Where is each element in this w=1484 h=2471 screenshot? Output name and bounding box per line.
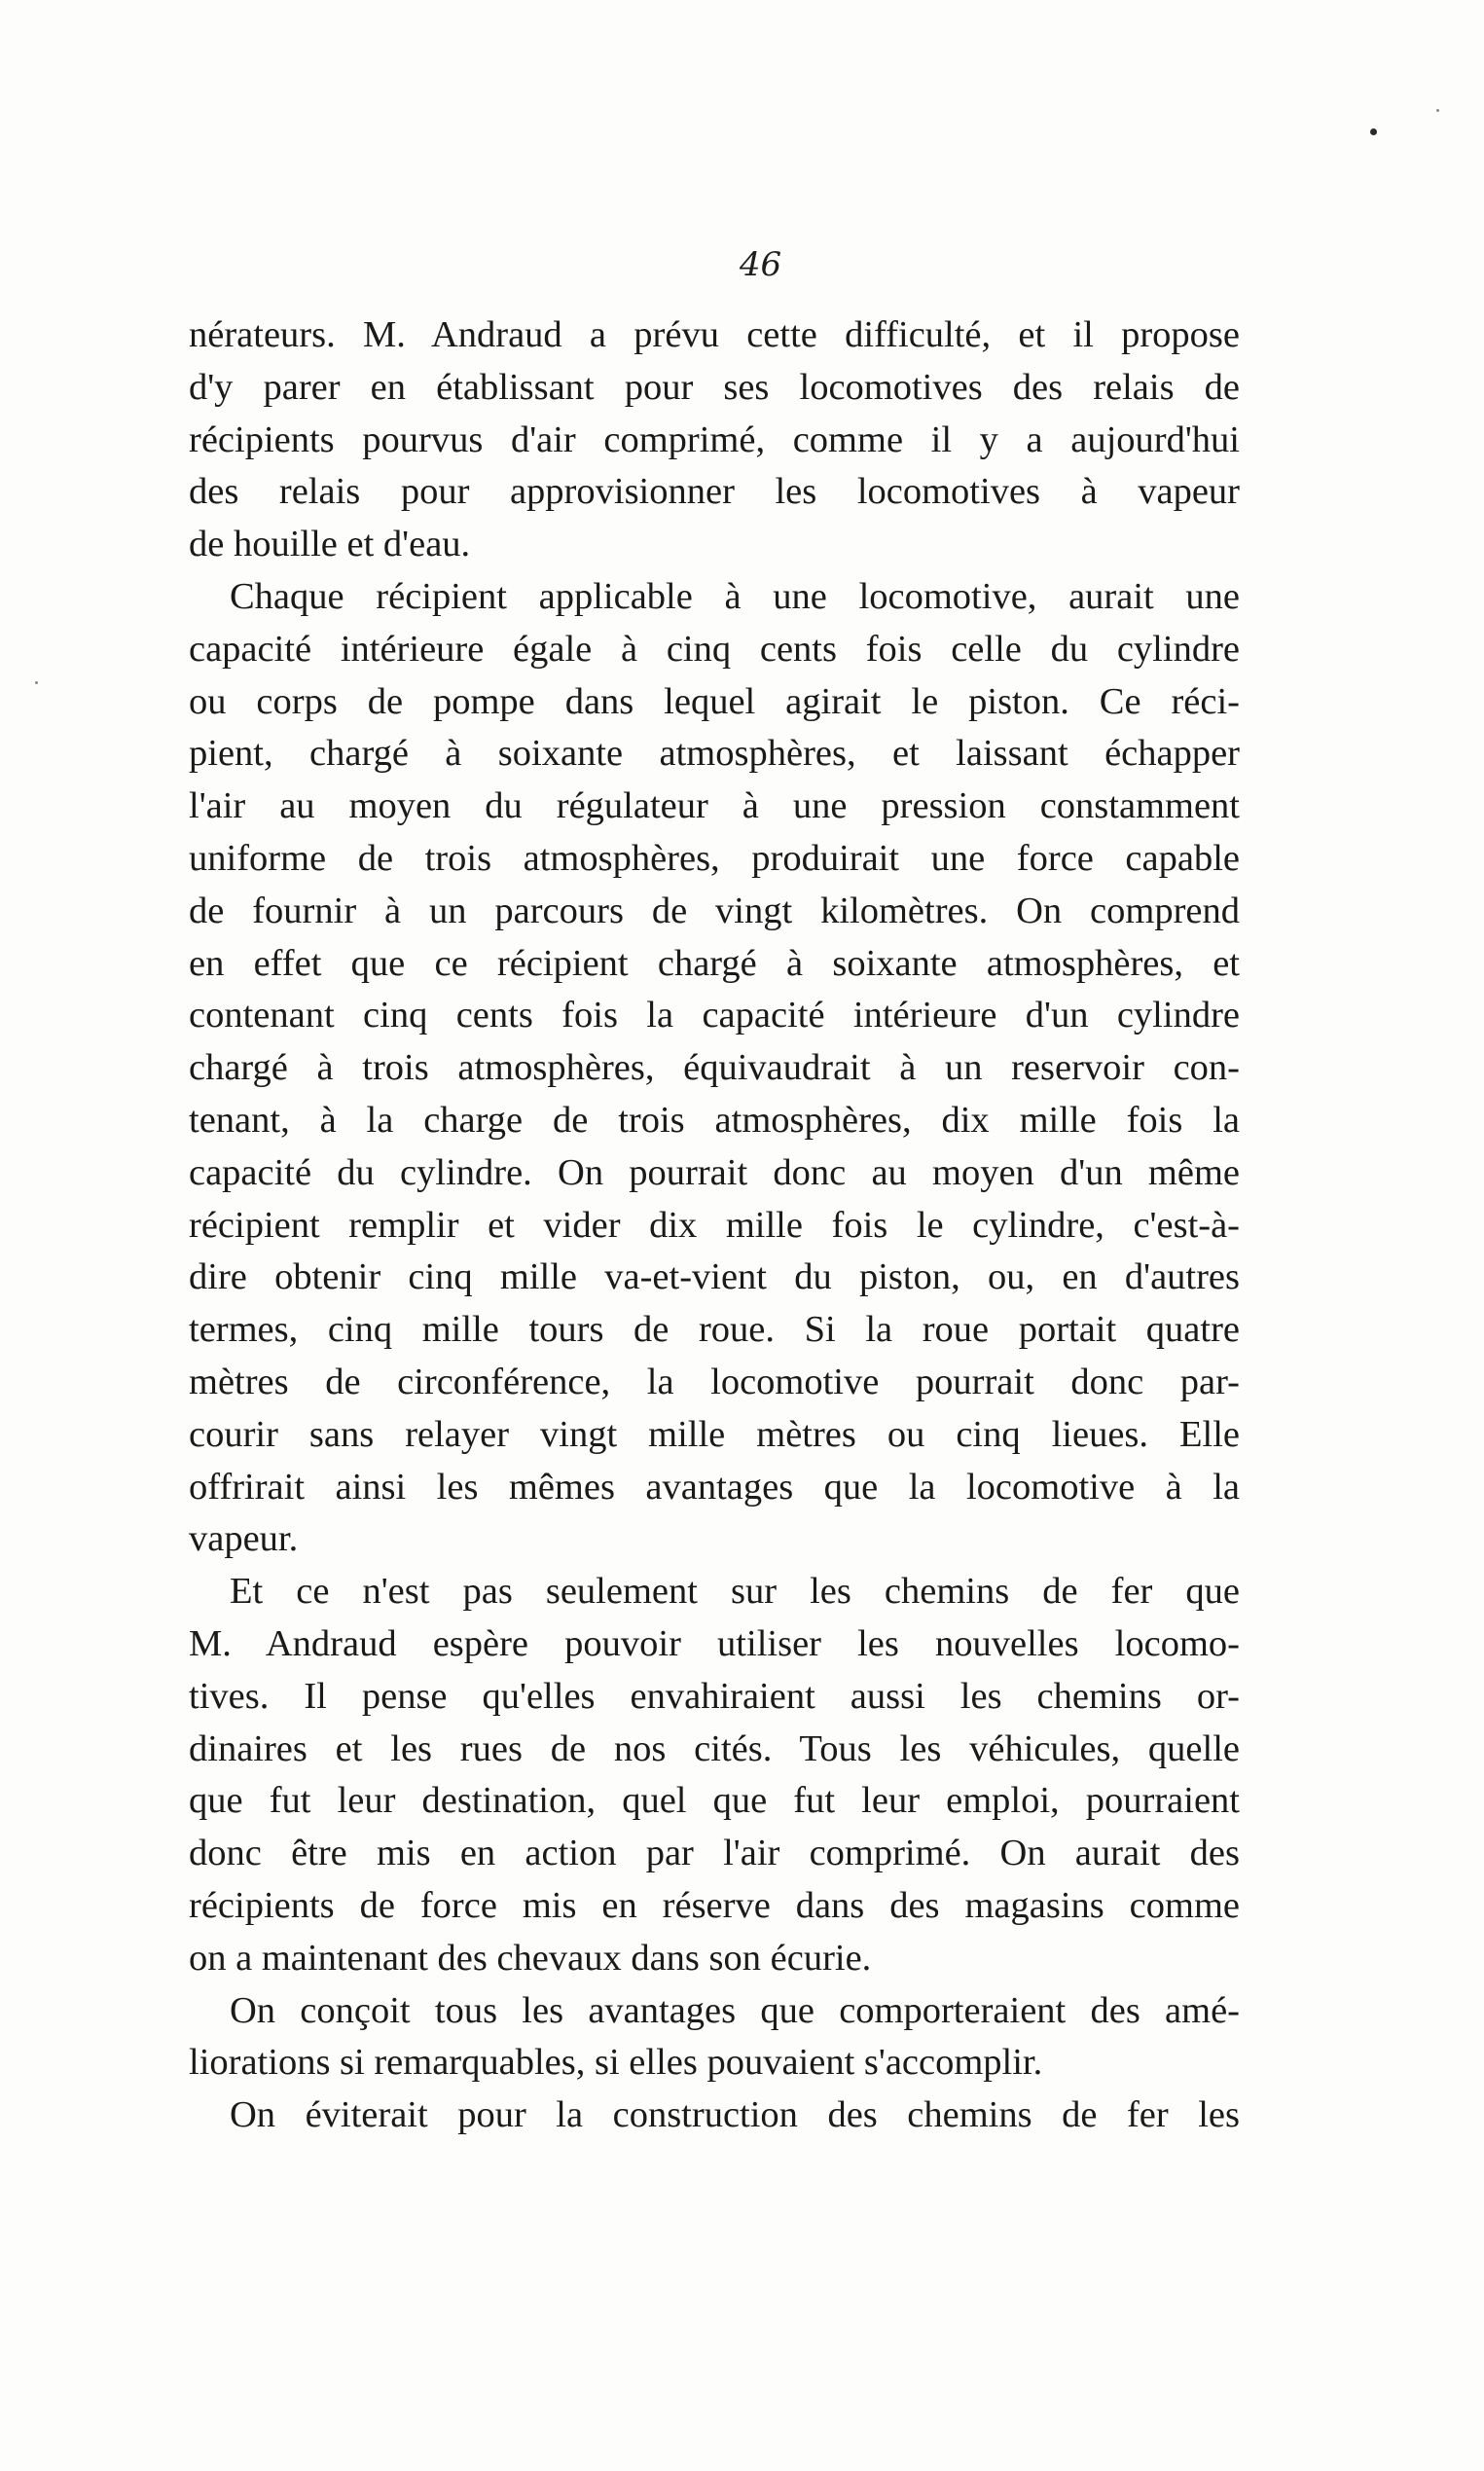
text-line: récipients pourvus d'air comprimé, comme il y a aujourd'hui (189, 418, 1240, 460)
body-text (189, 309, 1240, 2142)
text-line: récipients de force mis en réserve dans des magasins comme (189, 1884, 1240, 1926)
text-line: récipient remplir et vider dix mille fois le cylindre, c'est-à- (189, 1204, 1240, 1246)
text-line: offrirait ainsi les mêmes avantages que la locomotive à la (189, 1466, 1240, 1508)
text-line: tives. Il pense qu'elles envahiraient aussi les chemins or- (189, 1675, 1240, 1717)
paragraph (189, 571, 1240, 1566)
text-line: On conçoit tous les avantages que comporteraient des amé- (230, 1989, 1240, 2031)
text-line: dinaires et les rues de nos cités. Tous les véhicules, quelle (189, 1727, 1240, 1769)
text-line: ou corps de pompe dans lequel agirait le piston. Ce réci- (189, 680, 1240, 722)
text-line: d'y parer en établissant pour ses locomotives des relais de (189, 366, 1240, 408)
text-line: dire obtenir cinq mille va-et-vient du piston, ou, en d'autres (189, 1256, 1240, 1298)
text-line: M. Andraud espère pouvoir utiliser les nouvelles locomo- (189, 1622, 1240, 1664)
text-line: capacité intérieure égale à cinq cents fois celle du cylindre (189, 628, 1240, 670)
ink-speck (1370, 128, 1377, 135)
text-line: de houille et d'eau. (189, 524, 471, 565)
text-line: donc être mis en action par l'air comprimé. On aurait des (189, 1833, 1240, 1874)
page-number: 46 (739, 245, 782, 284)
paragraph (189, 1985, 1240, 2090)
ink-speck (1436, 109, 1439, 112)
text-line: contenant cinq cents fois la capacité intérieure d'un cylindre (189, 995, 1240, 1036)
text-line: Chaque récipient applicable à une locomotive, aurait une (230, 575, 1240, 617)
text-line: capacité du cylindre. On pourrait donc au moyen d'un même (189, 1151, 1240, 1193)
text-line: des relais pour approvisionner les locomotives à vapeur (189, 471, 1240, 513)
text-line: pient, chargé à soixante atmosphères, et laissant échapper (189, 733, 1240, 775)
text-line: on a maintenant des chevaux dans son écurie. (189, 1937, 872, 1979)
text-line: vapeur. (189, 1518, 299, 1560)
text-line: termes, cinq mille tours de roue. Si la roue portait quatre (189, 1309, 1240, 1351)
text-line: Et ce n'est pas seulement sur les chemins de fer que (230, 1571, 1240, 1613)
text-line: tenant, à la charge de trois atmosphères, dix mille fois la (189, 1099, 1240, 1141)
text-line: mètres de circonférence, la locomotive pourrait donc par- (189, 1361, 1240, 1402)
text-line: en effet que ce récipient chargé à soixante atmosphères, et (189, 942, 1240, 984)
text-line: uniforme de trois atmosphères, produirait une force capable (189, 837, 1240, 879)
text-line: chargé à trois atmosphères, équivaudrait à un reservoir con- (189, 1047, 1240, 1089)
paragraph (189, 309, 1240, 571)
ink-speck (35, 681, 38, 684)
text-line: de fournir à un parcours de vingt kilomètres. On comprend (189, 890, 1240, 931)
text-line: que fut leur destination, quel que fut leur emploi, pourraient (189, 1780, 1240, 1822)
text-line: nérateurs. M. Andraud a prévu cette difficulté, et il propose (189, 314, 1240, 355)
paragraph (189, 1566, 1240, 1984)
text-line: courir sans relayer vingt mille mètres ou cinq lieues. Elle (189, 1413, 1240, 1455)
text-line: On éviterait pour la construction des chemins de fer les (230, 2094, 1240, 2136)
text-line: liorations si remarquables, si elles pouvaient s'accomplir. (189, 2042, 1043, 2084)
paragraph (189, 2089, 1240, 2142)
text-line: l'air au moyen du régulateur à une pression constamment (189, 785, 1240, 827)
